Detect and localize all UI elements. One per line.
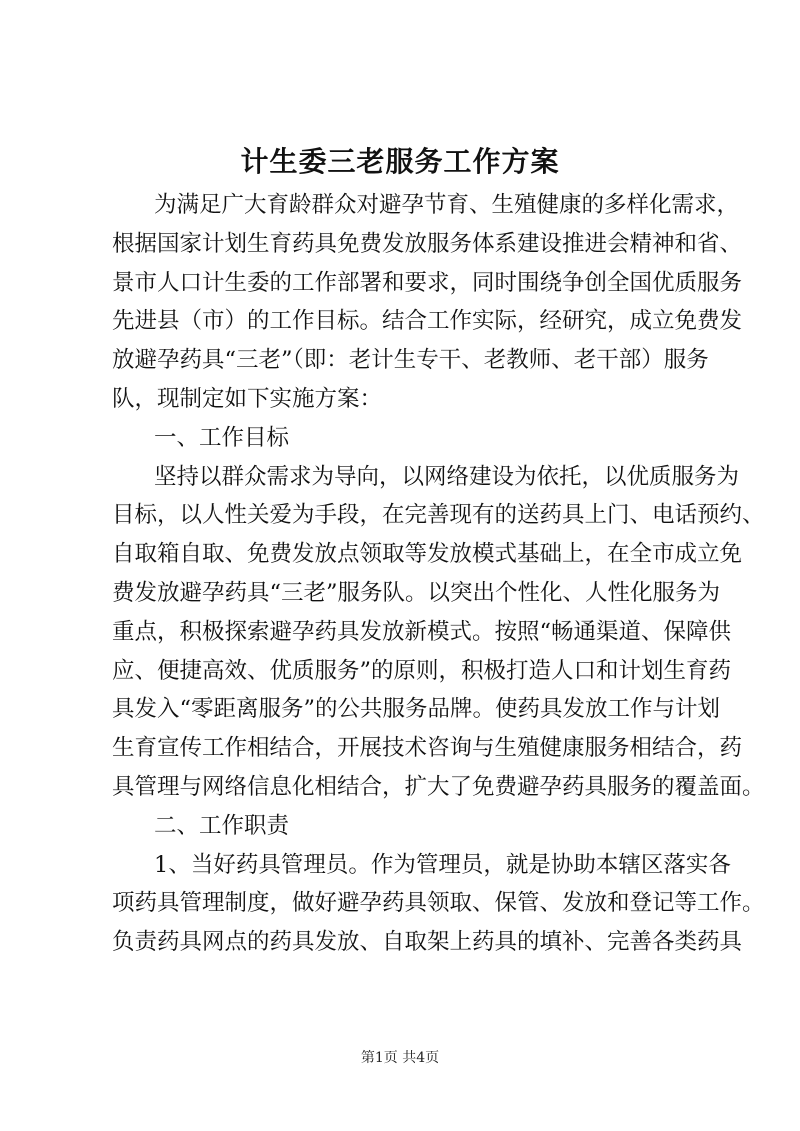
paragraph-line: 坚持以群众需求为导向，以网络建设为依托，以优质服务为 xyxy=(154,463,740,490)
paragraph-line: 生育宣传工作相结合，开展技术咨询与生殖健康服务相结合，药 xyxy=(112,735,743,762)
paragraph-line: 放避孕药具“三老”（即：老计生专干、老教师、老干部）服务 xyxy=(112,347,709,374)
paragraph-line: 为满足广大育龄群众对避孕节育、生殖健康的多样化需求， xyxy=(154,192,740,218)
paragraph-line: 队，现制定如下实施方案： xyxy=(112,385,383,412)
paragraph-line: 重点，积极探索避孕药具发放新模式。按照“畅通渠道、保障供 xyxy=(112,618,732,645)
paragraph-line: 自取箱自取、免费发放点领取等发放模式基础上，在全市成立免 xyxy=(112,541,743,568)
page-footer: 第1页 共4页 xyxy=(360,1050,440,1066)
paragraph-line: 具管理与网络信息化相结合，扩大了免费避孕药具服务的覆盖面。 xyxy=(112,773,765,800)
document-title: 计生委三老服务工作方案 xyxy=(240,145,560,178)
paragraph-line: 先进县（市）的工作目标。结合工作实际，经研究，成立免费发 xyxy=(112,308,743,335)
paragraph-line: 项药具管理制度，做好避孕药具领取、保管、发放和登记等工作。 xyxy=(112,890,765,917)
paragraph-line: 具发入“零距离服务”的公共服务品牌。使药具发放工作与计划 xyxy=(112,696,721,723)
paragraph-line: 负责药具网点的药具发放、自取架上药具的填补、完善各类药具 xyxy=(112,929,743,956)
section-heading: 一、工作目标 xyxy=(154,424,290,451)
paragraph-line: 景市人口计生委的工作部署和要求，同时围绕争创全国优质服务 xyxy=(112,269,743,296)
section-heading: 二、工作职责 xyxy=(154,812,290,839)
document-body xyxy=(112,186,765,962)
paragraph-line: 根据国家计划生育药具免费发放服务体系建设推进会精神和省、 xyxy=(112,230,743,257)
paragraph-line: 费发放避孕药具“三老”服务队。以突出个性化、人性化服务为 xyxy=(112,579,721,606)
paragraph-line: 1、当好药具管理员。作为管理员，就是协助本辖区落实各 xyxy=(154,851,731,878)
paragraph-line: 目标，以人性关爱为手段，在完善现有的送药具上门、电话预约、 xyxy=(112,502,765,529)
paragraph-line: 应、便捷高效、优质服务”的原则，积极打造人口和计划生育药 xyxy=(112,657,732,684)
